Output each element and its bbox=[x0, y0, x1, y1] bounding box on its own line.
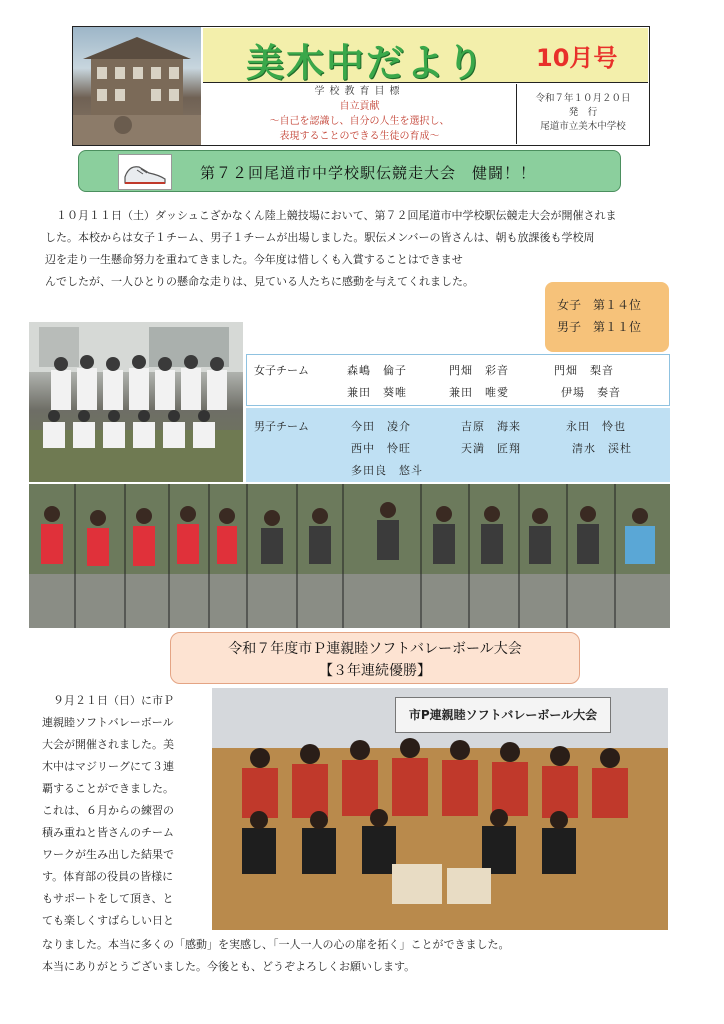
paragraph-line: これは、６月からの練習の bbox=[42, 804, 174, 817]
girls-team-label: 女子チーム bbox=[254, 364, 309, 377]
running-shoe-icon bbox=[118, 154, 172, 190]
paragraph-line: 本当にありがとうございました。今後とも、どうぞよろしくお願いします。 bbox=[42, 960, 416, 973]
member-name: 伊場 奏音 bbox=[561, 386, 621, 399]
member-name: 永田 怜也 bbox=[566, 420, 626, 433]
member-name: 今田 凌介 bbox=[351, 420, 411, 433]
team-group-photo bbox=[29, 322, 243, 482]
issue-label: 10月号 bbox=[536, 44, 618, 72]
goals-heading: 学校教育目標 bbox=[314, 86, 405, 97]
boys-rank: 男子 第１１位 bbox=[557, 320, 642, 334]
goal-line: 自立貢献 bbox=[339, 101, 380, 112]
volleyball-subtitle: 【３年連続優勝】 bbox=[319, 663, 431, 679]
paragraph-line: ワークが生み出した結果で bbox=[42, 848, 174, 861]
member-name: 吉原 海来 bbox=[461, 420, 521, 433]
paragraph-line: んでしたが、一人ひとりの懸命な走りは、見ている人たちに感動を与えてくれました。 bbox=[45, 275, 474, 288]
volleyball-article bbox=[42, 690, 207, 932]
member-name: 多田良 悠斗 bbox=[351, 464, 423, 477]
publisher: 尾道市立美木中学校 bbox=[540, 121, 626, 132]
paragraph-line: 木中はマジリーグにて３連 bbox=[42, 760, 174, 773]
school-building-photo bbox=[73, 27, 201, 145]
boys-team-label: 男子チーム bbox=[254, 420, 309, 433]
issue-date: 令和７年１０月２０日 bbox=[535, 93, 631, 104]
ekiden-article bbox=[45, 205, 675, 293]
goal-line: 〜自己を認識し、自分の人生を選択し、 bbox=[269, 116, 450, 127]
paragraph-line: 連親睦ソフトバレーボール bbox=[42, 716, 174, 729]
paragraph-line: 大会が開催されました。美 bbox=[42, 738, 174, 751]
issued-label: 発 行 bbox=[568, 107, 598, 118]
member-name: 兼田 葵唯 bbox=[347, 386, 407, 399]
paragraph-line: す。体育部の役員の皆様に bbox=[42, 870, 174, 883]
paragraph-line: した。本校からは女子１チーム、男子１チームが出場しました。駅伝メンバーの皆さんは、朝も放課後も学校周 bbox=[45, 231, 595, 244]
paragraph-line: ても楽しくすばらしい日と bbox=[42, 914, 174, 927]
member-name: 清水 渓杜 bbox=[572, 442, 632, 455]
member-name: 門畑 梨音 bbox=[554, 364, 614, 377]
member-name: 門畑 彩音 bbox=[449, 364, 509, 377]
paragraph-line: １０月１１日（土）ダッシュこざかなくん陸上競技場において、第７２回尾道市中学校駅伝競走大会が開催されま bbox=[45, 209, 617, 222]
paragraph-line: なりました。本当に多くの「感動」を実感し、「一人一人の心の扉を拓く」ことができました。 bbox=[42, 938, 510, 951]
volleyball-title: 令和７年度市Ｐ連親睦ソフトバレーボール大会 bbox=[228, 641, 522, 657]
tournament-banner-sign: 市P連親睦ソフトバレーボール大会 bbox=[395, 697, 611, 733]
paragraph-line: ９月２１日（日）に市Ｐ bbox=[42, 694, 174, 707]
member-name: 天満 匠翔 bbox=[461, 442, 521, 455]
paragraph-line: 積み重ねと皆さんのチーム bbox=[42, 826, 174, 839]
ranking-box bbox=[545, 282, 669, 352]
newsletter-title: 美木中だより bbox=[246, 41, 487, 85]
volleyball-article-continued bbox=[42, 934, 672, 978]
member-name: 西中 怜旺 bbox=[351, 442, 411, 455]
member-name: 兼田 唯愛 bbox=[449, 386, 509, 399]
issue-info bbox=[520, 92, 646, 134]
member-name: 森嶋 倫子 bbox=[347, 364, 407, 377]
runner-photo-strip bbox=[29, 484, 670, 628]
paragraph-line: 辺を走り一生懸命努力を重ねてきました。今年度は惜しくも入賞することはできませ bbox=[45, 253, 463, 266]
paragraph-line: もサポートをして頂き、と bbox=[42, 892, 174, 905]
ekiden-title: 第７２回尾道市中学校駅伝競走大会 健闘！！ bbox=[200, 164, 537, 182]
girls-rank: 女子 第１４位 bbox=[557, 298, 642, 312]
school-goals bbox=[203, 84, 517, 144]
goal-line: 表現することのできる生徒の育成〜 bbox=[279, 131, 440, 142]
paragraph-line: 覇することができました。 bbox=[42, 782, 174, 795]
